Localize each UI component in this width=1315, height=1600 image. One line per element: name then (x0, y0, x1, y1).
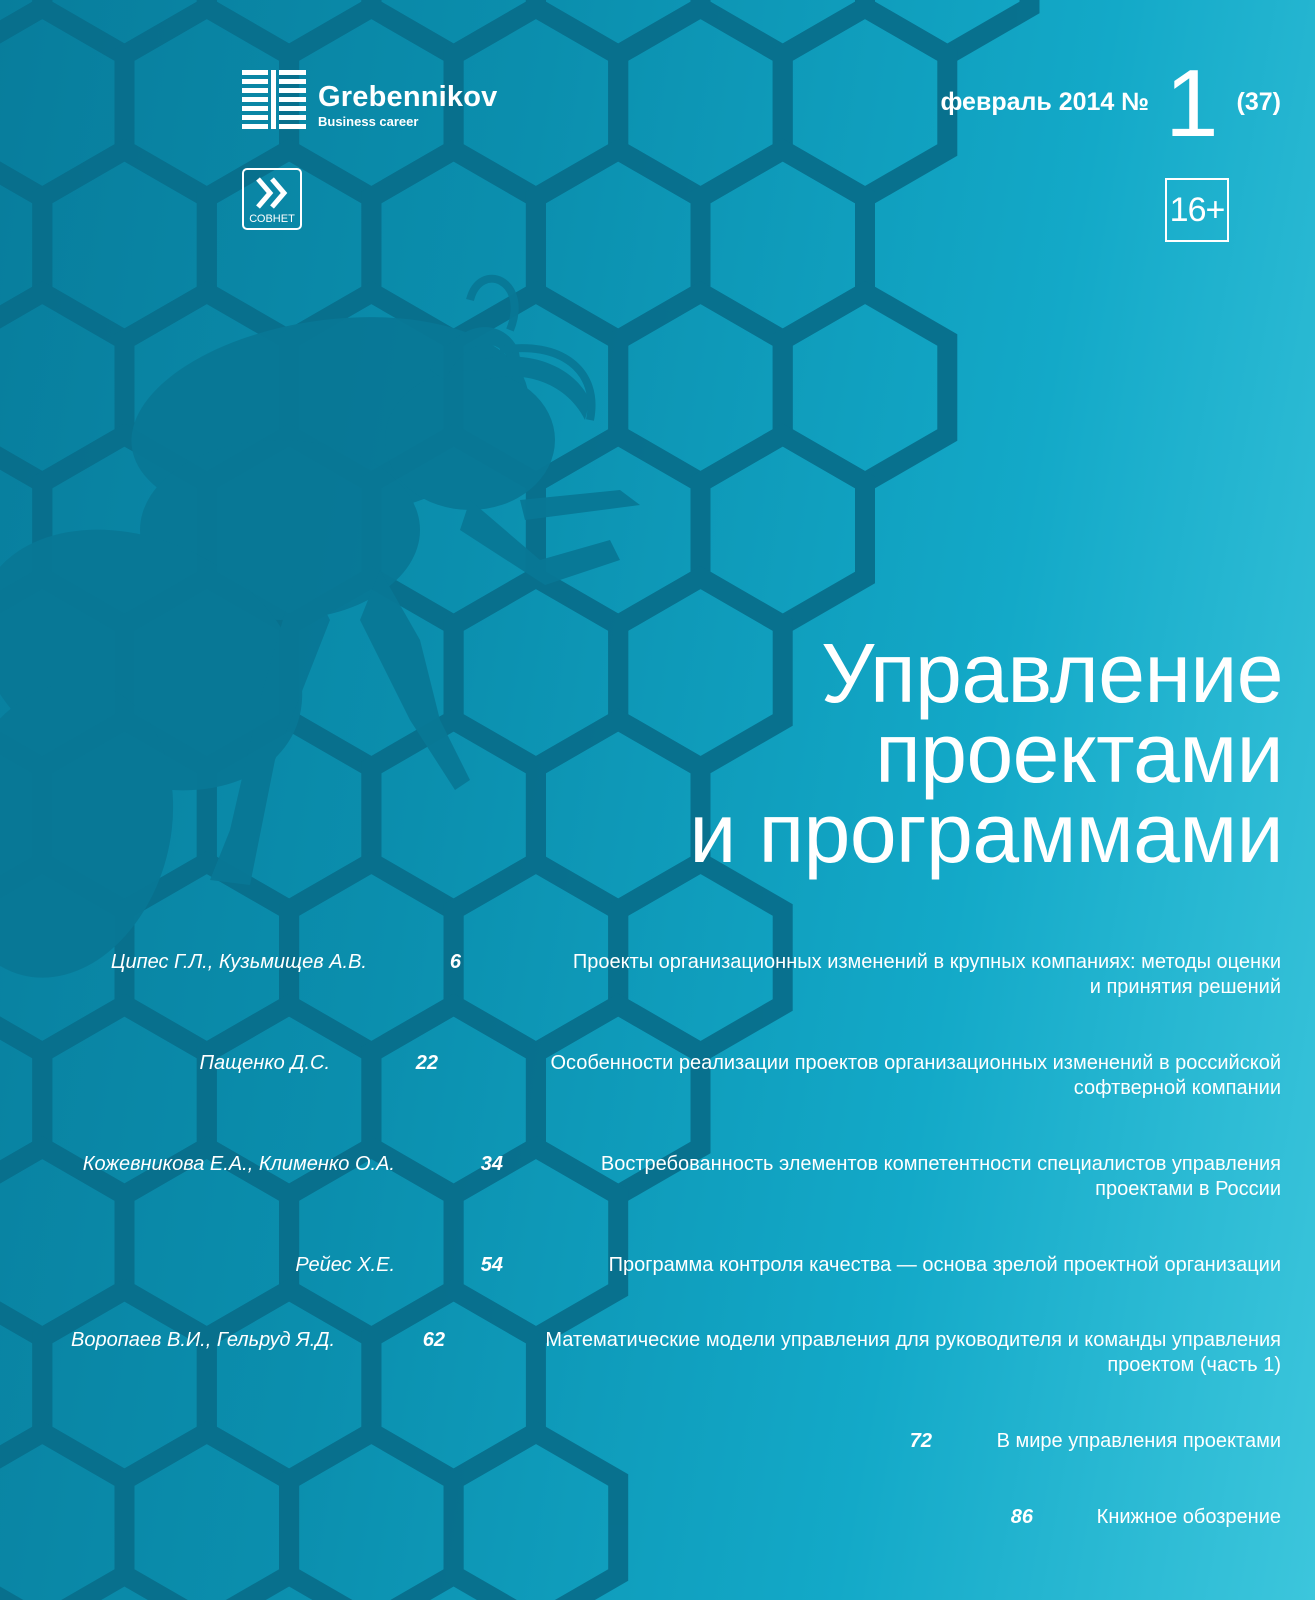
toc-title: Особенности реализации проектов организационных изменений в российской (550, 1052, 1281, 1074)
issue-number: 1 (1165, 50, 1219, 157)
logo-subtitle: Business career (318, 114, 419, 129)
toc-page-number: 22 (415, 1052, 438, 1074)
honeycomb-cell (289, 1433, 454, 1600)
publisher-logo (242, 70, 497, 134)
double-chevron-right-icon (255, 176, 291, 210)
honeycomb-cell (0, 1433, 125, 1600)
toc-title: софтверной компании (1073, 1077, 1281, 1099)
toc-title: проектом (часть 1) (1107, 1354, 1281, 1376)
title-line: и программами (689, 786, 1283, 880)
title-line: Управление (821, 626, 1283, 720)
toc-page-number: 72 (909, 1430, 932, 1452)
toc-page-number: 86 (1010, 1506, 1033, 1528)
honeycomb-cell (454, 1433, 619, 1600)
toc-page-number: 62 (422, 1329, 445, 1351)
issue-date: февраль 2014 № (940, 88, 1150, 116)
building-lines-icon (242, 70, 306, 134)
toc-title: проектами в России (1095, 1178, 1281, 1200)
issue-info (940, 50, 1281, 157)
toc-title: Востребованность элементов компетентности специалистов управления (600, 1153, 1281, 1175)
toc-author: Воропаев В.И., Гельруд Я.Д. (71, 1329, 335, 1351)
sovnet-badge (242, 168, 302, 230)
toc-page-number: 54 (480, 1254, 503, 1276)
toc-author: Пащенко Д.С. (199, 1052, 330, 1074)
age-rating-badge: 16+ (1165, 178, 1229, 242)
toc-author: Рейес Х.Е. (295, 1254, 395, 1276)
toc-title: Книжное обозрение (1096, 1506, 1281, 1528)
toc-page-number: 6 (449, 951, 461, 973)
toc-title: Программа контроля качества — основа зрелой проектной организации (608, 1254, 1281, 1276)
issue-total: (37) (1236, 88, 1281, 116)
toc-title: В мире управления проектами (996, 1430, 1281, 1452)
title-line: проектами (875, 706, 1283, 800)
logo-name: Grebennikov (318, 81, 498, 113)
toc-title: Математические модели управления для руководителя и команды управления (545, 1329, 1281, 1351)
honeycomb-cell (125, 1433, 290, 1600)
toc-page-number: 34 (480, 1153, 503, 1175)
toc-author: Ципес Г.Л., Кузьмищев А.В. (110, 951, 367, 973)
toc-title: Проекты организационных изменений в крупных компаниях: методы оценки (572, 951, 1281, 973)
toc-title: и принятия решений (1089, 976, 1281, 998)
sovnet-label: СОВНЕТ (249, 213, 295, 225)
toc-author: Кожевникова Е.А., Клименко О.А. (82, 1153, 395, 1175)
magazine-title (689, 626, 1283, 880)
